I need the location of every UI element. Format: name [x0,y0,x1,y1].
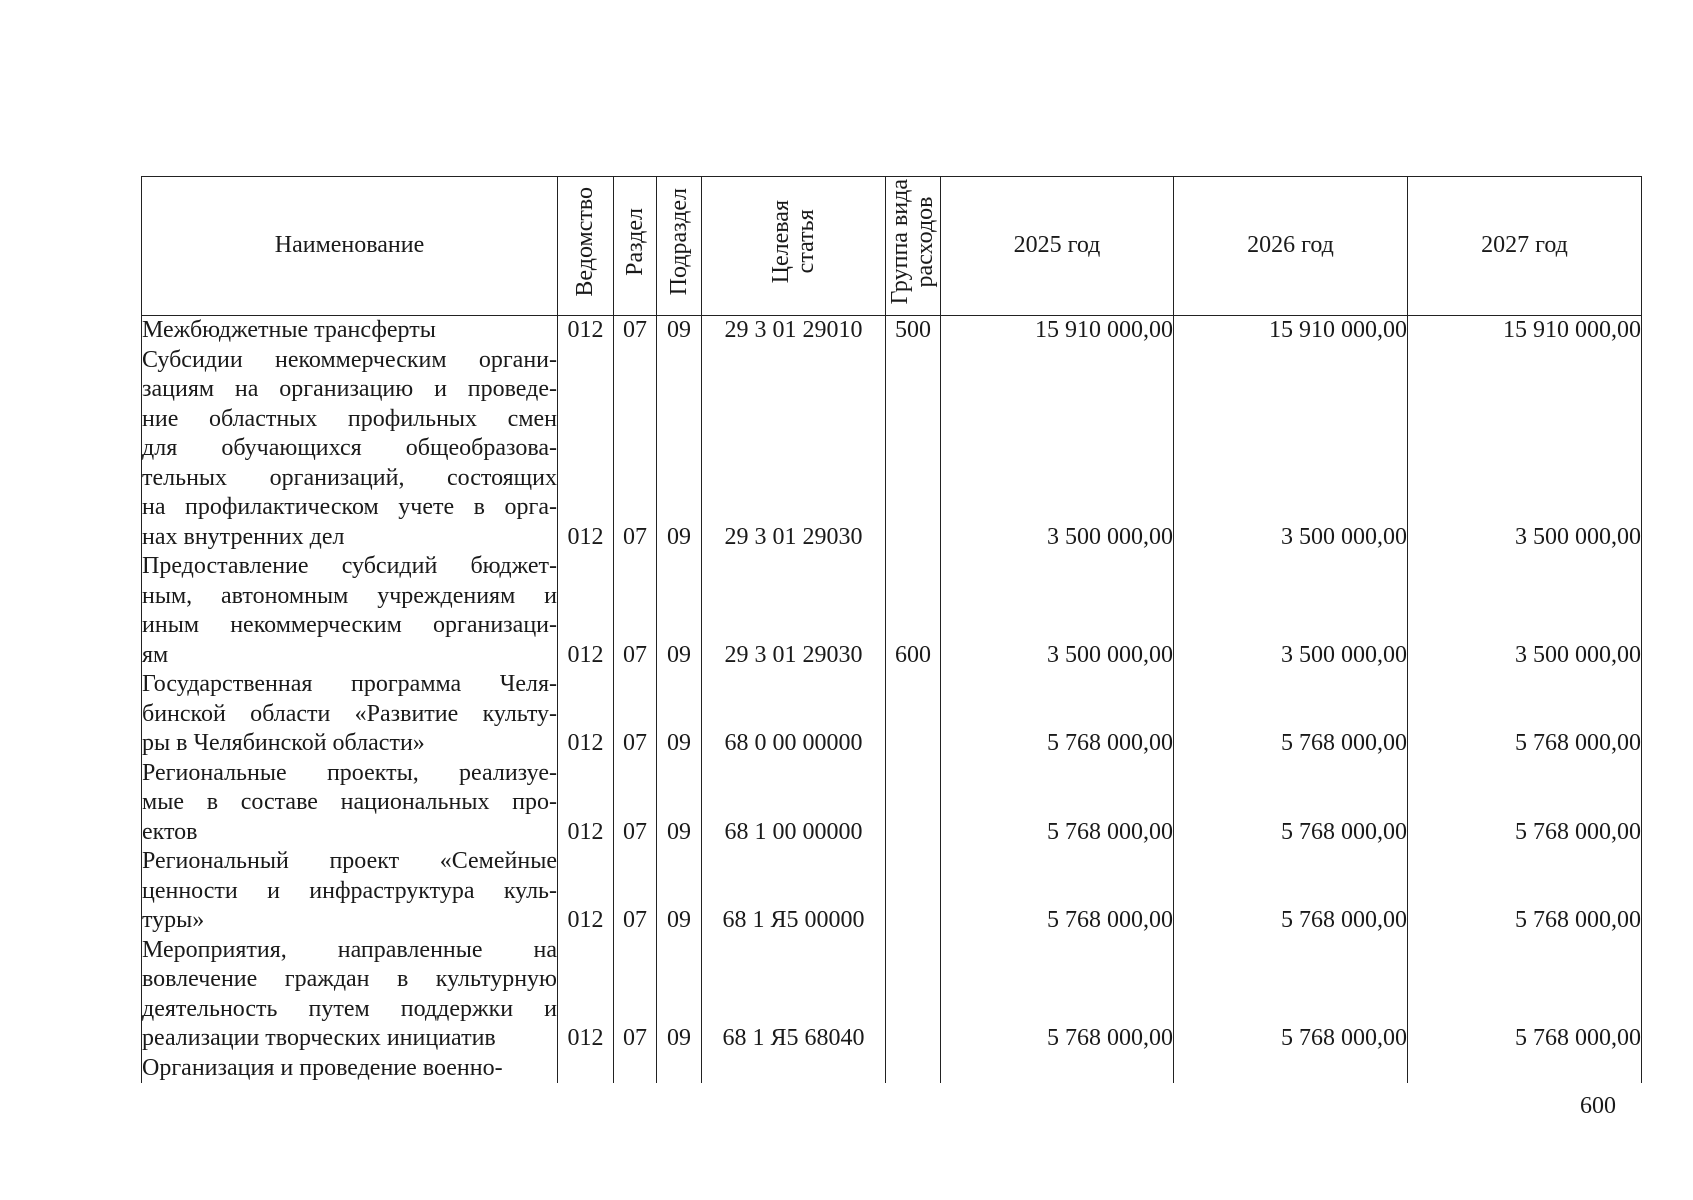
header-vedomstvo: Ведомство [558,177,614,316]
cell-vedomstvo: 012 [558,670,614,759]
cell-vedomstvo: 012 [558,936,614,1054]
header-group [886,177,941,316]
cell-name-line: ценности и инфраструктура куль- [142,877,557,904]
cell-name-line: Мероприятия, направленные на [142,936,557,963]
cell-name-line: Субсидии некоммерческим органи- [142,346,557,373]
table-row [142,847,1642,936]
cell-name-line: на профилактическом учете в орга- [142,494,557,520]
cell-podrazdel: 09 [657,936,702,1054]
budget-table [141,176,1642,1083]
cell-name-line: Региональные проекты, реализуе- [142,759,557,786]
cell-podrazdel: 09 [657,759,702,848]
cell-group [886,847,941,936]
cell-podrazdel: 09 [657,552,702,670]
cell-y2027: 3 500 000,00 [1408,552,1642,670]
cell-y2027: 3 500 000,00 [1408,346,1642,553]
cell-group [886,346,941,553]
cell-group [886,1054,941,1084]
cell-name-line: тельных организаций, состоящих [142,464,557,491]
cell-podrazdel: 09 [657,346,702,553]
cell-name-line: ным, автономным учреждениям и [142,582,557,609]
header-target-line1: Целевая [767,200,794,284]
cell-y2027: 5 768 000,00 [1408,670,1642,759]
cell-razdel [614,1054,657,1084]
cell-vedomstvo: 012 [558,759,614,848]
cell-y2025: 5 768 000,00 [941,847,1174,936]
cell-target: 68 1 00 00000 [702,759,886,848]
table-body [142,316,1642,1084]
cell-y2026: 5 768 000,00 [1174,759,1408,848]
cell-name-line: деятельность путем поддержки и [142,995,557,1022]
cell-razdel: 07 [614,936,657,1054]
cell-name-line: вовлечение граждан в культурную [142,966,557,992]
cell-name-line: Государственная программа Челя- [142,671,557,697]
cell-y2026: 3 500 000,00 [1174,552,1408,670]
cell-group: 600 [886,552,941,670]
cell-name-line: туры» [142,907,205,933]
cell-y2025: 5 768 000,00 [941,670,1174,759]
cell-y2025: 5 768 000,00 [941,759,1174,848]
table-header [142,177,1642,316]
cell-razdel: 07 [614,847,657,936]
cell-name-line: ям [142,641,169,668]
header-target-line2: статья [792,209,819,274]
header-razdel: Раздел [614,177,657,316]
cell-name-line: Региональный проект «Семейные [142,848,557,874]
table-row [142,346,1642,553]
cell-vedomstvo: 012 [558,847,614,936]
cell-podrazdel: 09 [657,670,702,759]
page-number: 600 [1580,1093,1616,1119]
cell-name-line: ние областных профильных смен [142,405,557,432]
cell-target [702,1054,886,1084]
header-name: Наименование [142,177,558,316]
cell-y2025: 3 500 000,00 [941,552,1174,670]
cell-group: 500 [886,316,941,346]
header-2025: 2025 год [941,177,1174,316]
cell-y2027: 15 910 000,00 [1408,316,1642,346]
cell-y2026 [1174,1054,1408,1084]
cell-target: 68 0 00 00000 [702,670,886,759]
cell-podrazdel [657,1054,702,1084]
cell-target: 68 1 Я5 00000 [702,847,886,936]
cell-name [142,936,558,1054]
cell-target: 68 1 Я5 68040 [702,936,886,1054]
cell-group [886,759,941,848]
cell-name-line: для обучающихся общеобразова- [142,435,557,461]
cell-razdel: 07 [614,346,657,553]
cell-y2025: 15 910 000,00 [941,316,1174,346]
header-group-line1: Группа вида [887,179,913,305]
table-row [142,316,1642,346]
cell-name-line: нах внутренних дел [142,523,345,550]
header-target [702,177,886,316]
cell-name-line: иным некоммерческим организаци- [142,612,557,638]
table-row [142,1054,1642,1084]
cell-razdel: 07 [614,759,657,848]
cell-podrazdel: 09 [657,316,702,346]
cell-group [886,670,941,759]
cell-y2025: 5 768 000,00 [941,936,1174,1054]
cell-group [886,936,941,1054]
budget-table-wrapper [141,176,1641,1090]
header-2027: 2027 год [1408,177,1642,316]
cell-y2026: 5 768 000,00 [1174,936,1408,1054]
cell-y2026: 15 910 000,00 [1174,316,1408,346]
cell-name [142,847,558,936]
cell-razdel: 07 [614,552,657,670]
cell-target: 29 3 01 29010 [702,316,886,346]
cell-vedomstvo: 012 [558,316,614,346]
cell-name [142,552,558,670]
cell-y2027: 5 768 000,00 [1408,847,1642,936]
table-row [142,936,1642,1054]
cell-podrazdel: 09 [657,847,702,936]
cell-name-line: Организация и проведение военно- [142,1054,503,1081]
cell-vedomstvo [558,1054,614,1084]
header-group-line2: расходов [912,196,938,288]
cell-name [142,759,558,848]
table-row [142,552,1642,670]
cell-name [142,346,558,553]
cell-target: 29 3 01 29030 [702,346,886,553]
cell-vedomstvo: 012 [558,346,614,553]
table-row [142,759,1642,848]
cell-y2027 [1408,1054,1642,1084]
table-row [142,670,1642,759]
cell-name-line: ры в Челябинской области» [142,730,425,756]
cell-name-line: зациям на организацию и проведе- [142,376,557,402]
cell-y2027: 5 768 000,00 [1408,936,1642,1054]
cell-target: 29 3 01 29030 [702,552,886,670]
cell-name-line: Предоставление субсидий бюджет- [142,553,557,579]
cell-razdel: 07 [614,316,657,346]
cell-name-line: Межбюджетные трансферты [142,317,436,343]
cell-name [142,1054,558,1084]
cell-vedomstvo: 012 [558,552,614,670]
cell-y2025 [941,1054,1174,1084]
cell-y2026: 3 500 000,00 [1174,346,1408,553]
cell-name-line: ектов [142,818,198,845]
header-2026: 2026 год [1174,177,1408,316]
cell-name-line: бинской области «Развитие культу- [142,700,557,727]
cell-name [142,316,558,346]
cell-y2027: 5 768 000,00 [1408,759,1642,848]
cell-y2026: 5 768 000,00 [1174,670,1408,759]
header-podrazdel: Подраздел [657,177,702,316]
cell-y2025: 3 500 000,00 [941,346,1174,553]
cell-name-line: реализации творческих инициатив [142,1025,496,1051]
cell-name [142,670,558,759]
cell-name-line: мые в составе национальных про- [142,789,557,815]
cell-y2026: 5 768 000,00 [1174,847,1408,936]
cell-razdel: 07 [614,670,657,759]
